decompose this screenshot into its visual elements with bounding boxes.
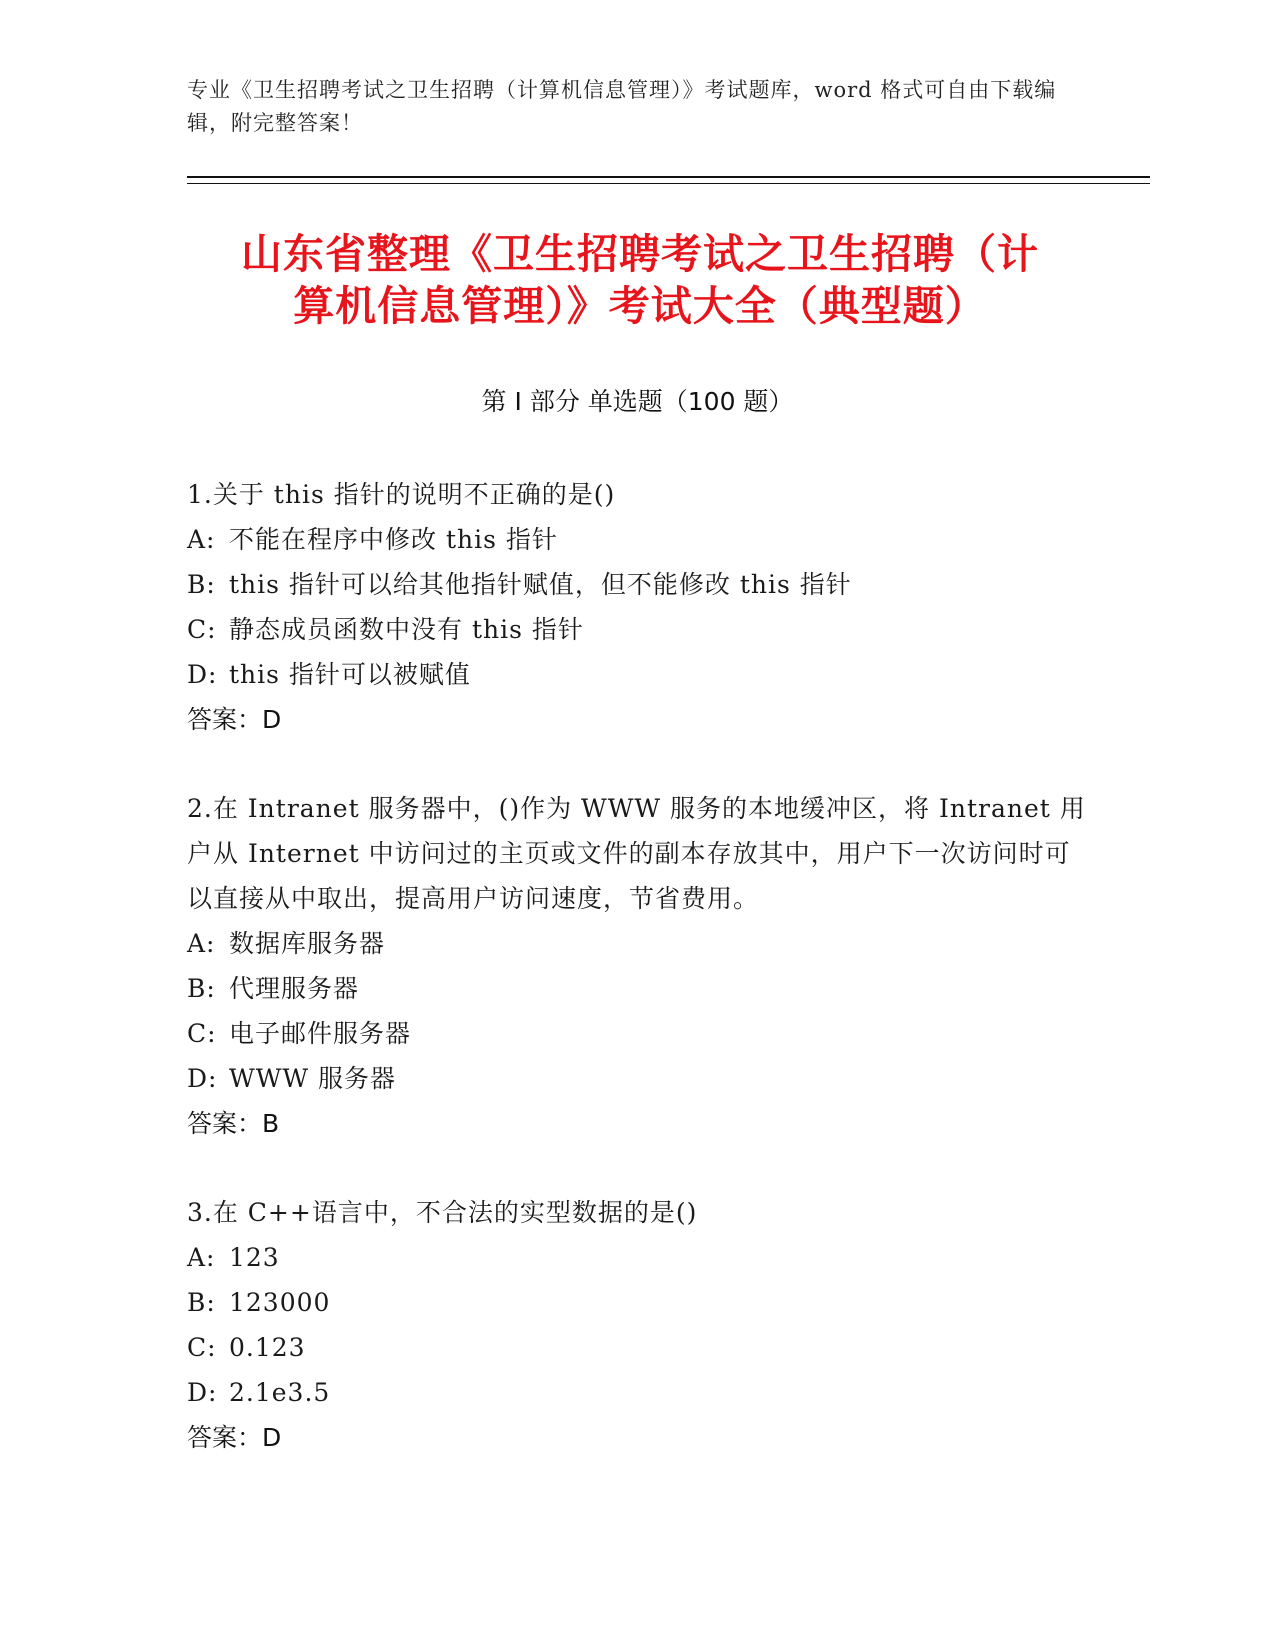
option-letter: B: <box>187 974 216 1003</box>
option-a <box>187 921 1087 966</box>
option-letter: D: <box>187 660 218 689</box>
answer-line: 答案：B <box>187 1109 280 1138</box>
document-title <box>190 228 1090 332</box>
option-d <box>187 1056 1087 1101</box>
option-letter: D: <box>187 1064 218 1093</box>
question-2 <box>187 786 1087 1146</box>
question-1 <box>187 472 1087 742</box>
option-c <box>187 1325 1087 1370</box>
option-a <box>187 1235 1087 1280</box>
option-text: 2.1e3.5 <box>229 1378 331 1407</box>
option-text: 不能在程序中修改 this 指针 <box>229 525 558 554</box>
option-c <box>187 1011 1087 1056</box>
option-text: WWW 服务器 <box>229 1064 397 1093</box>
option-b <box>187 966 1087 1011</box>
option-letter: A: <box>187 1243 216 1272</box>
header-note: 专业《卫生招聘考试之卫生招聘（计算机信息管理）》考试题库，word 格式可自由下载编辑，附完整答案！ <box>187 78 1057 135</box>
option-letter: C: <box>187 615 217 644</box>
option-c <box>187 607 1087 652</box>
option-text: 123 <box>229 1243 280 1272</box>
answer-line: 答案：D <box>187 1423 282 1452</box>
option-letter: D: <box>187 1378 218 1407</box>
question-3 <box>187 1190 1087 1460</box>
option-text: 电子邮件服务器 <box>229 1019 412 1048</box>
question-stem: 3.在 C++语言中，不合法的实型数据的是() <box>187 1198 698 1227</box>
option-text: 代理服务器 <box>229 974 360 1003</box>
answer-line: 答案：D <box>187 705 282 734</box>
option-text: this 指针可以给其他指针赋值，但不能修改 this 指针 <box>229 570 852 599</box>
question-stem: 1.关于 this 指针的说明不正确的是() <box>187 480 616 509</box>
option-text: 0.123 <box>229 1333 306 1362</box>
option-b <box>187 562 1087 607</box>
question-list <box>187 472 1087 1504</box>
header-rule-thick <box>187 176 1150 178</box>
option-text: 数据库服务器 <box>229 929 386 958</box>
document-title-line-2: 算机信息管理）》考试大全（典型题） <box>293 282 987 330</box>
option-a <box>187 517 1087 562</box>
option-text: 123000 <box>229 1288 331 1317</box>
option-letter: C: <box>187 1019 217 1048</box>
option-text: this 指针可以被赋值 <box>229 660 471 689</box>
option-letter: A: <box>187 525 216 554</box>
option-text: 静态成员函数中没有 this 指针 <box>229 615 584 644</box>
section-title: 第 I 部分 单选题（100 题） <box>481 387 794 416</box>
option-letter: A: <box>187 929 216 958</box>
option-letter: B: <box>187 1288 216 1317</box>
option-letter: C: <box>187 1333 217 1362</box>
option-d <box>187 1370 1087 1415</box>
question-stem: 2.在 Intranet 服务器中，()作为 WWW 服务的本地缓冲区，将 Intranet 用户从 Internet 中访问过的主页或文件的副本存放其中，用户下一次访问时可以直接从中取出，提高用户访问速度，节省费用。 <box>187 794 1086 913</box>
option-b <box>187 1280 1087 1325</box>
document-title-line-1: 山东省整理《卫生招聘考试之卫生招聘（计 <box>241 230 1039 278</box>
header-rule-thin <box>187 183 1150 184</box>
option-d <box>187 652 1087 697</box>
option-letter: B: <box>187 570 216 599</box>
